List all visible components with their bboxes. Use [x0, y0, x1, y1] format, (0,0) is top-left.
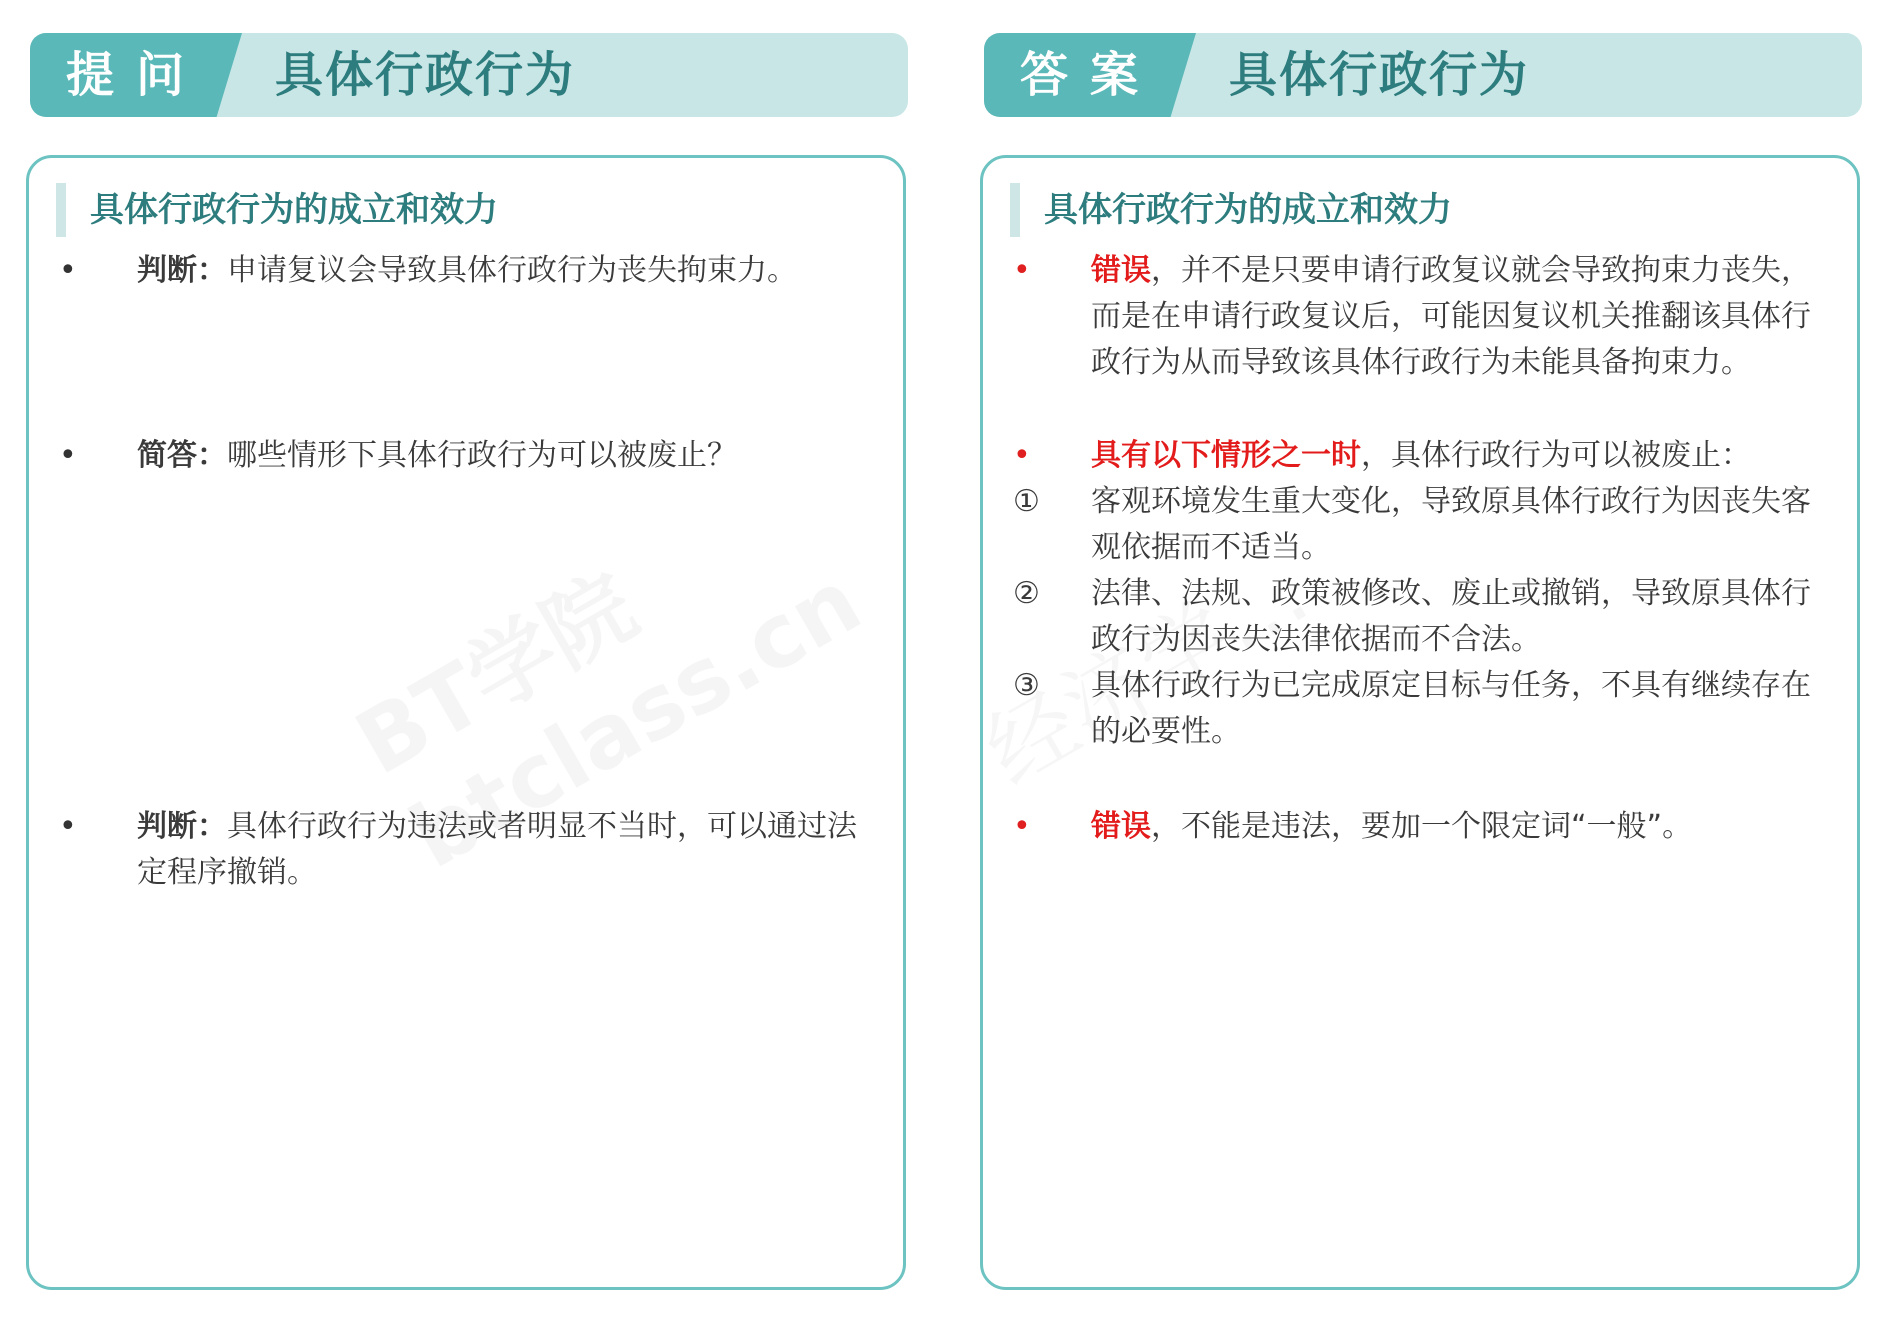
answer-item-body	[1091, 804, 1833, 850]
answer-numbered-text: 具体行政行为已完成原定目标与任务，不具有继续存在的必要性。	[1091, 668, 1811, 749]
answer-numbered-item	[1013, 663, 1833, 755]
answer-numbered-item	[1013, 571, 1833, 663]
question-header	[30, 33, 908, 117]
bullet-icon: •	[59, 253, 77, 288]
answer-item-label: 具有以下情形之一时	[1091, 438, 1361, 473]
answer-item-label: 错误	[1091, 253, 1151, 288]
answer-title: 具体行政行为	[1229, 47, 1530, 103]
question-tag: 提问	[66, 47, 207, 103]
answer-item-text: ，具体行政行为可以被废止：	[1361, 438, 1751, 473]
bullet-icon: •	[1013, 438, 1031, 473]
bullet-icon: •	[1013, 253, 1031, 288]
circled-number: ①	[1013, 484, 1040, 519]
question-item-label: 判断：	[137, 253, 227, 288]
question-item	[59, 804, 879, 896]
bullet-icon: •	[59, 809, 77, 844]
answer-section-title: 具体行政行为的成立和效力	[1010, 183, 1452, 237]
question-item-body	[137, 804, 879, 896]
answer-tag: 答案	[1020, 47, 1161, 103]
answer-header	[984, 33, 1862, 117]
question-item-body	[137, 433, 879, 479]
answer-numbered-text: 客观环境发生重大变化，导致原具体行政行为因丧失客观依据而不适当。	[1091, 484, 1811, 565]
question-item-text: 申请复议会导致具体行政行为丧失拘束力。	[227, 253, 797, 288]
circled-number: ②	[1013, 576, 1040, 611]
answer-item	[1013, 433, 1833, 479]
question-item-body	[137, 248, 879, 294]
question-item	[59, 433, 879, 479]
question-item-label: 简答：	[137, 438, 227, 473]
answer-item-text: ，并不是只要申请行政复议就会导致拘束力丧失，而是在申请行政复议后，可能因复议机关推翻该具体行政行为从而导致该具体行政行为未能具备拘束力。	[1091, 253, 1811, 380]
answer-item-body	[1091, 248, 1833, 386]
answer-numbered-text: 法律、法规、政策被修改、废止或撤销，导致原具体行政行为因丧失法律依据而不合法。	[1091, 576, 1811, 657]
circled-number: ③	[1013, 668, 1040, 703]
question-item	[59, 248, 879, 294]
question-item-label: 判断：	[137, 809, 227, 844]
question-item-text: 哪些情形下具体行政行为可以被废止？	[227, 438, 737, 473]
answer-item	[1013, 248, 1833, 386]
question-panel	[26, 155, 906, 1290]
question-item-text: 具体行政行为违法或者明显不当时，可以通过法定程序撤销。	[137, 809, 857, 890]
answer-item-body	[1091, 433, 1833, 479]
bullet-icon: •	[59, 438, 77, 473]
answer-item-label: 错误	[1091, 809, 1151, 844]
answer-item-text: ，不能是违法，要加一个限定词“一般”。	[1151, 809, 1693, 844]
answer-item	[1013, 804, 1833, 850]
bullet-icon: •	[1013, 809, 1031, 844]
answer-panel	[980, 155, 1860, 1290]
question-title: 具体行政行为	[275, 47, 576, 103]
question-section-title: 具体行政行为的成立和效力	[56, 183, 498, 237]
answer-numbered-item	[1013, 479, 1833, 571]
